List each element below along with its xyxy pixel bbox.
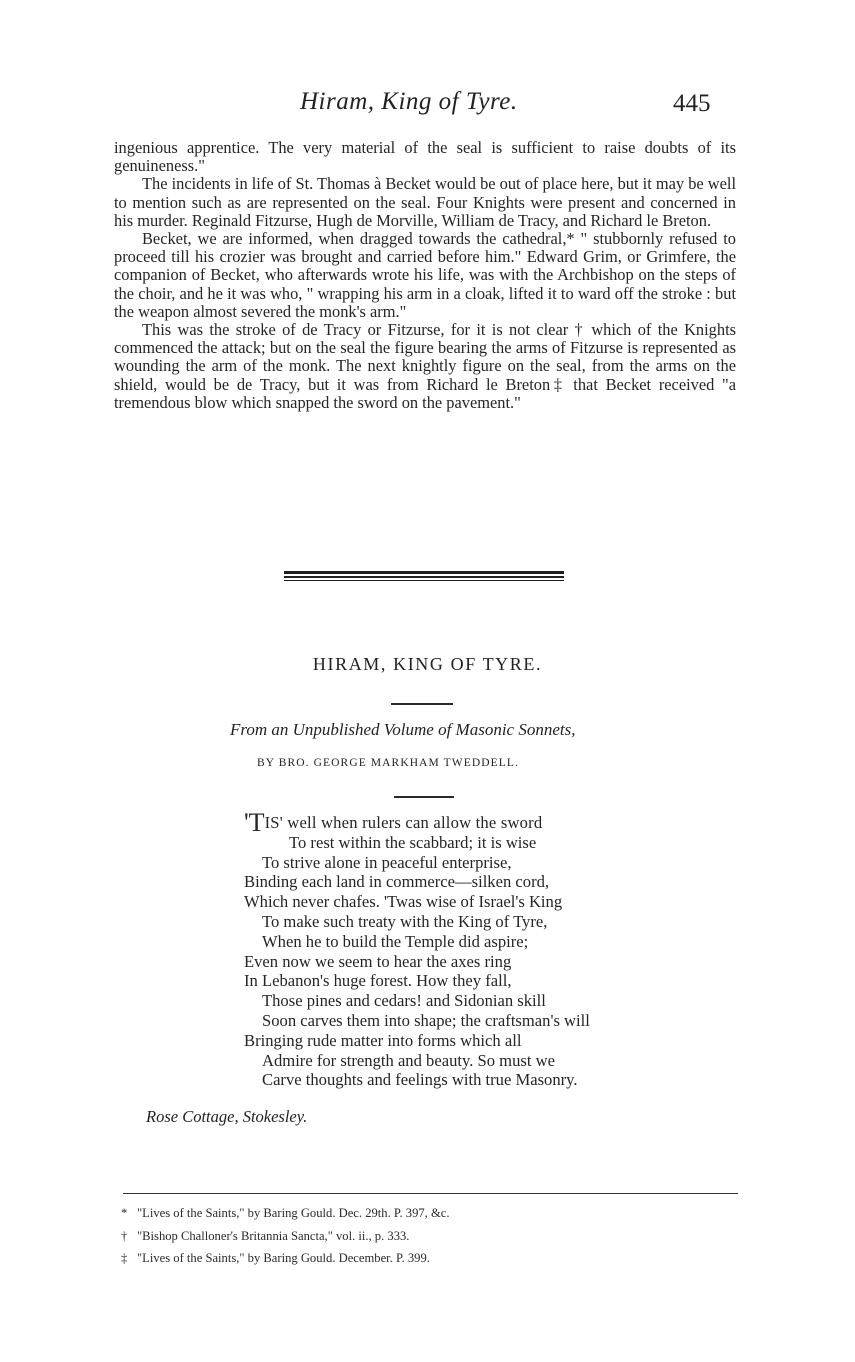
poem-line: Which never chafes. 'Twas wise of Israel's King (244, 892, 563, 912)
poem-line: To rest within the scabbard; it is wise (289, 832, 537, 852)
poem-line: 'TIS' well when rulers can allow the sword (244, 808, 543, 837)
poem-line: Soon carves them into shape; the craftsman's will (262, 1010, 590, 1030)
poem-line: Bringing rude matter into forms which all (244, 1030, 522, 1050)
poem-line: To strive alone in peaceful enterprise, (262, 852, 512, 872)
poem-signoff: Rose Cottage, Stokesley. (146, 1107, 308, 1126)
poem-line: In Lebanon's huge forest. How they fall, (244, 971, 512, 991)
footnote-mark: ‡ (121, 1251, 128, 1266)
poem-line: Admire for strength and beauty. So must we (262, 1050, 555, 1070)
poem-line: To make such treaty with the King of Tyre, (262, 911, 548, 931)
prose-paragraph: Becket, we are informed, when dragged towards the cathedral,* " stubbornly refused to proceed till his crozier was brought and carried before him." Edward Grim, or Grimfere, the companion of Becket, who afterwards wrote his life, was with the Archbishop on the steps of the choir, and he it was who, " wrapping his arm in a cloak, lifted it to ward off the stroke : but the weapon almost severed the monk's arm." (114, 229, 736, 321)
poem-title: HIRAM, KING OF TYRE. (312, 654, 543, 674)
poem-source: From an Unpublished Volume of Masonic Sonnets, (230, 720, 576, 739)
poem-line: When he to build the Temple did aspire; (262, 931, 529, 951)
footnote (121, 1225, 741, 1248)
poem-line: Even now we seem to hear the axes ring (244, 951, 512, 971)
poem-line: Binding each land in commerce—silken cord, (244, 872, 550, 892)
prose-paragraph: The incidents in life of St. Thomas à Becket would be out of place here, but it may be well to mention such as are represented on the seal. Four Knights were present and concerned in his murder. Reginald Fitzurse, Hugh de Morville, William de Tracy, and Richard le Breton. (114, 174, 736, 230)
footnote-mark: † (121, 1228, 128, 1243)
footnote-text: "Bishop Challoner's Britannia Sancta," vol. ii., p. 333. (137, 1228, 410, 1243)
prose-paragraph: This was the stroke of de Tracy or Fitzurse, for it is not clear † which of the Knights commenced the attack; but on the seal the figure bearing the arms of Fitzurse is represented as wounding the arm of the monk. The next knightly figure on the seal, from the arms on the shield, would be de Tracy, but it was from Richard le Breton‡ that Becket received "a tremendous blow which snapped the sword on the pavement." (114, 320, 736, 412)
prose-body (114, 139, 736, 412)
footnote-text: "Lives of the Saints," by Baring Gould. December. P. 399. (137, 1251, 430, 1266)
poem-byline: BY BRO. GEORGE MARKHAM TWEDDELL. (257, 757, 519, 769)
byline-rule (394, 796, 454, 798)
prose-paragraph: ingenious apprentice. The very material of the seal is sufficient to raise doubts of its genuineness." (114, 138, 736, 176)
section-divider (284, 571, 564, 581)
running-head (0, 88, 855, 120)
footnote (121, 1202, 741, 1225)
footnote-rule (123, 1193, 738, 1194)
poem-body (244, 808, 684, 1090)
poem-line: Those pines and cedars! and Sidonian skill (262, 991, 546, 1011)
footnote (121, 1247, 741, 1270)
drop-cap: 'T (244, 808, 265, 837)
footnote-mark: * (121, 1206, 128, 1220)
poem-line: Carve thoughts and feelings with true Masonry. (262, 1070, 578, 1090)
footnote-text: "Lives of the Saints," by Baring Gould. Dec. 29th. P. 397, &c. (137, 1206, 450, 1220)
running-title: Hiram, King of Tyre. (300, 88, 518, 115)
footnotes (121, 1202, 741, 1270)
title-rule (391, 703, 453, 705)
page-number: 445 (673, 90, 711, 117)
